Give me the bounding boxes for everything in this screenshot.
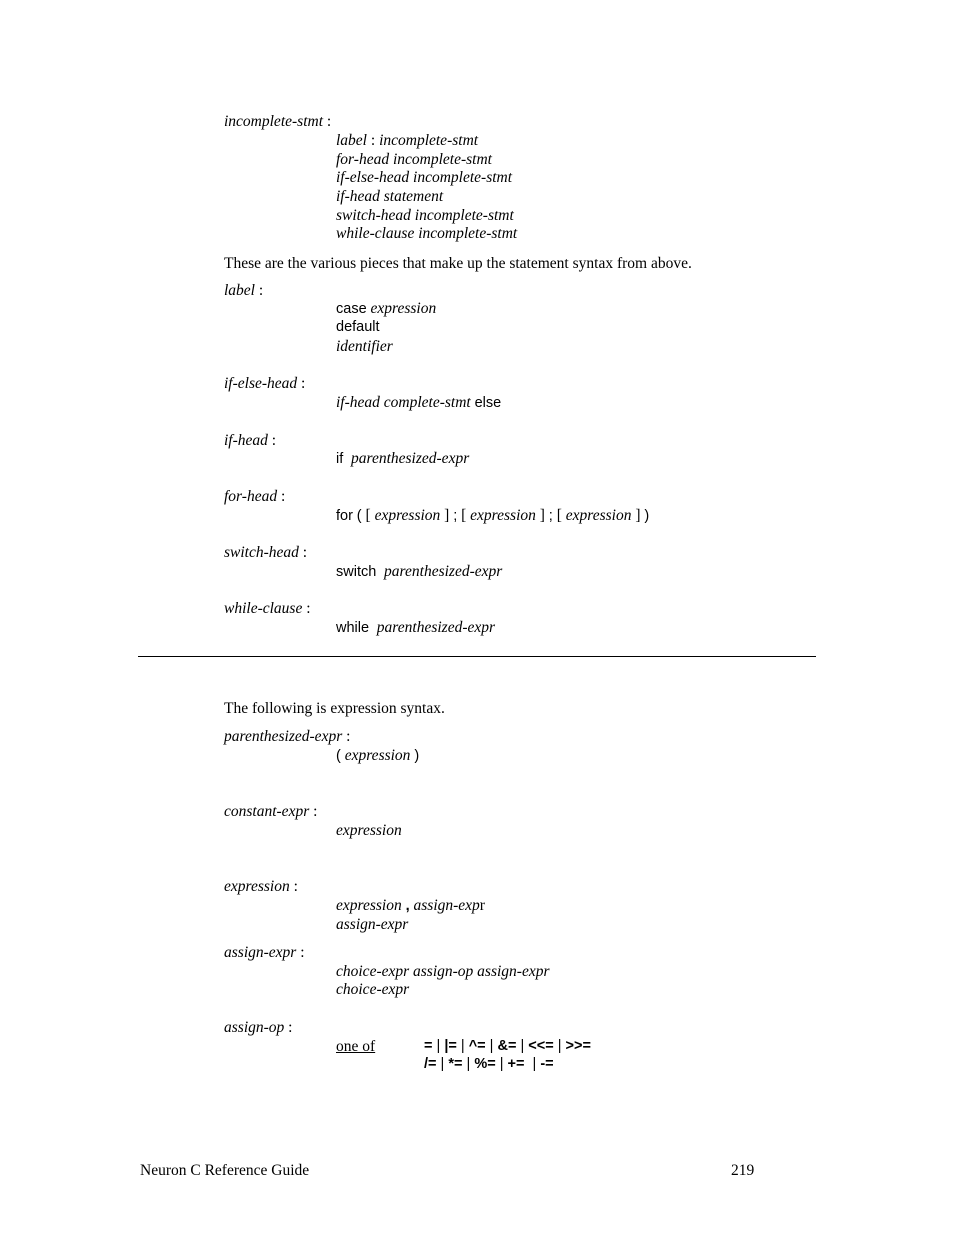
one-of-label: one of <box>336 1038 376 1055</box>
expression-intro: The following is expression syntax. <box>224 700 445 717</box>
footer-title: Neuron C Reference Guide <box>140 1162 310 1179</box>
rule-switch: switch parenthesized-expr <box>336 563 503 580</box>
production-head-while-clause: while-clause : <box>224 600 311 617</box>
rule-if-head: if-head statement <box>336 188 444 205</box>
statement-intro: These are the various pieces that make up the statement syntax from above. <box>224 255 692 272</box>
production-head-parenthesized-expr: parenthesized-expr : <box>224 728 351 745</box>
rule-choice-expr: choice-expr <box>336 981 410 998</box>
rule-for: for ( [ expression ] ; [ expression ] ; [ expression ] ) <box>336 507 650 524</box>
production-head-label: label : <box>224 282 264 299</box>
rule-constant-expression: expression <box>336 822 402 839</box>
rule-expression-comma: expression , assign-expr <box>336 897 485 914</box>
rule-default: default <box>336 319 380 335</box>
rule-while: while parenthesized-expr <box>336 619 496 636</box>
production-head-expression: expression : <box>224 878 298 895</box>
production-head-constant-expr: constant-expr : <box>224 803 318 820</box>
rule-choice-assign: choice-expr assign-op assign-expr <box>336 963 550 980</box>
rule-for-head: for-head incomplete-stmt <box>336 151 492 168</box>
rule-label-incomplete: label : incomplete-stmt <box>336 132 479 149</box>
section-divider <box>138 656 816 657</box>
production-head-if-head: if-head : <box>224 432 277 449</box>
production-head-switch-head: switch-head : <box>224 544 308 561</box>
rule-case: case expression <box>336 300 437 317</box>
assign-op-row-2: /= | *= | %= | += | -= <box>424 1056 554 1072</box>
production-head-if-else-head: if-else-head : <box>224 375 306 392</box>
rule-assign-expr: assign-expr <box>336 916 409 933</box>
rule-if: if parenthesized-expr <box>336 450 470 467</box>
rule-if-else: if-head complete-stmt else <box>336 394 502 411</box>
production-head-assign-expr: assign-expr : <box>224 944 305 961</box>
rule-identifier: identifier <box>336 338 393 355</box>
assign-op-row-1: = | |= | ^= | &= | <<= | >>= <box>424 1038 591 1054</box>
rule-paren-expression: ( expression ) <box>336 747 420 764</box>
production-head-assign-op: assign-op : <box>224 1019 293 1036</box>
rule-if-else-head: if-else-head incomplete-stmt <box>336 169 513 186</box>
production-head-for-head: for-head : <box>224 488 286 505</box>
rule-switch-head: switch-head incomplete-stmt <box>336 207 514 224</box>
rule-while-clause: while-clause incomplete-stmt <box>336 225 518 242</box>
page-number: 219 <box>731 1162 755 1179</box>
production-head-incomplete-stmt: incomplete-stmt : <box>224 113 332 130</box>
